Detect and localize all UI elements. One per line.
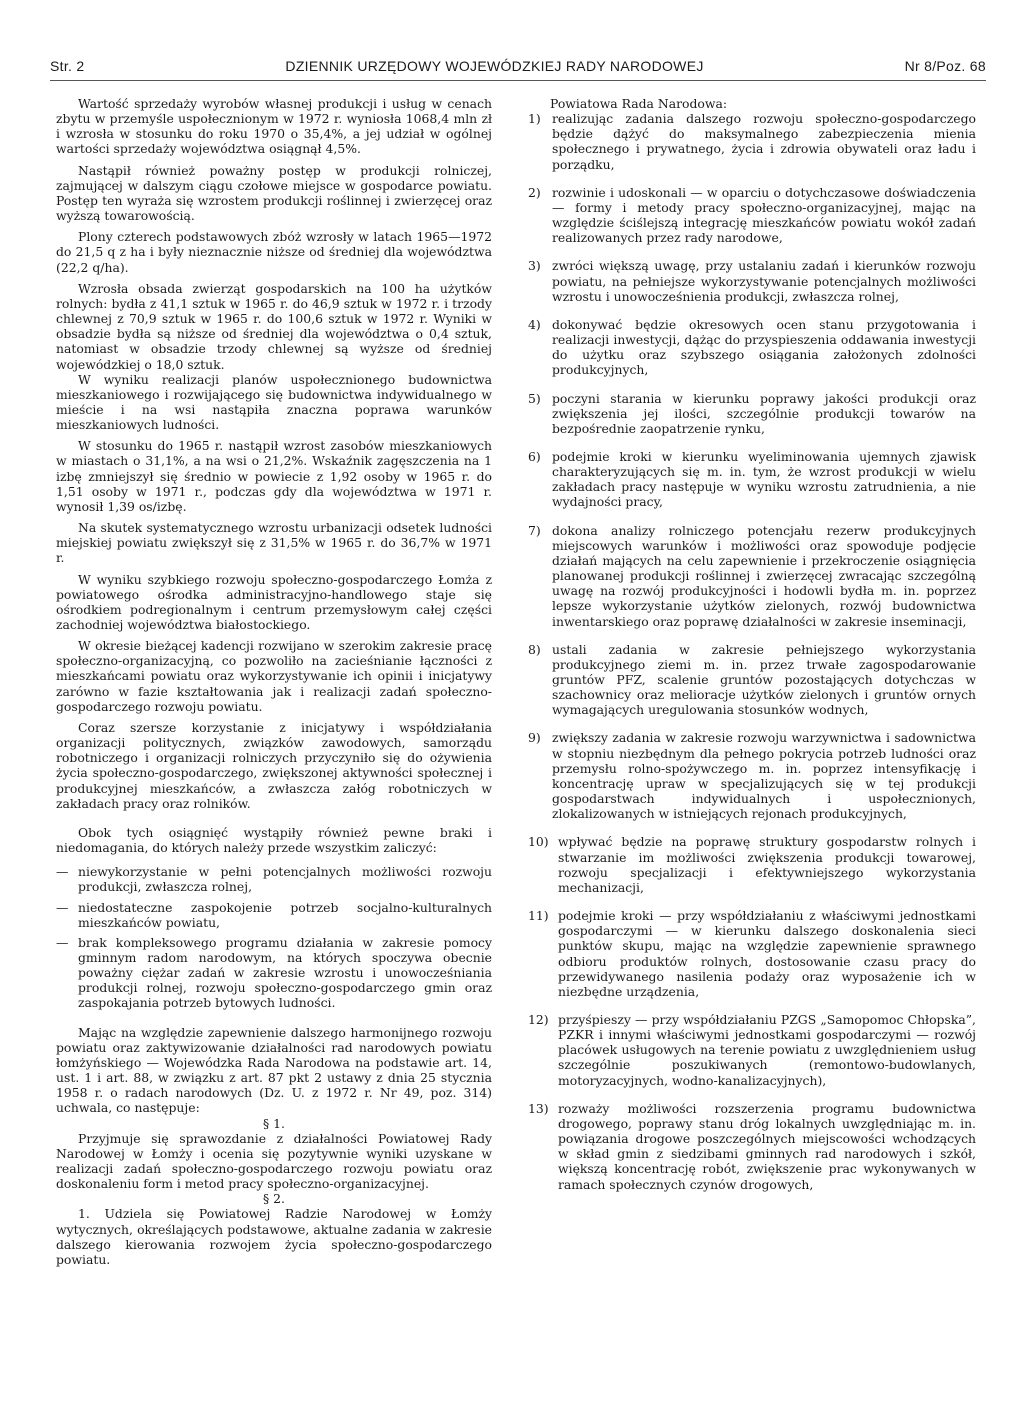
right-column (528, 96, 976, 1205)
paragraph: Wartość sprzedaży wyrobów własnej produkcji i usług w cenach zbytu w przemyśle uspołecznionym w 1972 r. wyniosła 1068,4 mln zł i wzrosła w stosunku do roku 1970 o 35,4%, a jej udział w ogólnej wartości sprzedaży województwa osiągnął 4,5%. (56, 96, 492, 157)
list-item (528, 258, 976, 303)
item-number: 3) (528, 258, 541, 274)
paragraph: W wyniku realizacji planów uspołecznionego budownictwa mieszkaniowego i rozwijającego się budownictwa indywidualnego w mieście i na wsi nastąpiła znaczna poprawa warunków mieszkaniowych ludności. (56, 371, 492, 433)
item-text: podejmie kroki w kierunku wyeliminowania ujemnych zjawisk charakteryzujących się m. in. tym, że wzrost produkcji w wielu zakładach pracy następuje w wyniku wzrostu zatrudnienia, a nie wydajności pracy, (552, 448, 976, 510)
item-text: wpływać będzie na poprawę struktury gospodarstw rolnych i stwarzanie im możliwości zwiększenia produkcji towarowej, rozwoju specjalizacji i efektywniejszego wykorzystania mechanizacji, (558, 834, 976, 895)
item-text: rozwinie i udoskonali — w oparciu o dotychczasowe doświadczenia — formy i metody pracy społeczno-organizacyjnej, mając na względzie ściślejszą integrację mieszkańców powiatu wokół zadań realizowanych przez rady narodowe, (552, 184, 976, 246)
paragraph: 1. Udziela się Powiatowej Radzie Narodowej w Łomży wytycznych, określających podstawowe, aktualne zadania w zakresie dalszego kierowania rozwojem życia społeczno-gospodarczego powiatu. (56, 1206, 492, 1267)
shortcomings-list (56, 864, 492, 1010)
paragraph: Coraz szersze korzystanie z inicjatywy i współdziałania organizacji politycznych, związków zawodowych, samorządu robotniczego i organizacji rolniczych przyczyniło się do ożywienia życia społeczno-gospodarczego, zwiększonej aktywności społecznej i produkcyjnej mieszkańców, a zwłaszcza załóg robotniczych w zakładach pracy oraz rolników. (56, 719, 492, 811)
paragraph: W stosunku do 1965 r. nastąpił wzrost zasobów mieszkaniowych w miastach o 31,1%, a na wsi o 21,2%. Wskaźnik zagęszczenia na 1 izbę zmniejszył się średnio w powiecie z 1,92 osoby w 1965 r. do 1,51 osoby w 1971 r., podczas gdy dla województwa w 1971 r. wynosił 1,39 os/izbę. (56, 438, 492, 514)
issue-number: Nr 8/Poz. 68 (904, 58, 986, 74)
item-text: dokona analizy rolniczego potencjału rezerw produkcyjnych miejscowych warunków i możliwości oraz spowoduje podjęcie działań mających na celu zapewnienie i przekroczenie osiągnięcia planowanej produkcji roślinnej i zwierzęcej zwracając szczególną uwagę na rozwój produkcyjności i hodowli bydła m. in. poprzez lepsze wykorzystanie użytków zielonych, rozwój budownictwa inwentarskiego oraz poprawę działalności w zakresie inseminacji, (552, 522, 976, 629)
header-rule (50, 80, 986, 81)
left-column (56, 96, 492, 1267)
paragraph: Na skutek systematycznego wzrostu urbanizacji odsetek ludności miejskiej powiatu zwiększył się z 31,5% w 1965 r. do 36,7% w 1971 r. (56, 520, 492, 566)
list-item (528, 111, 976, 172)
list-item (528, 834, 976, 895)
list-item (528, 1101, 976, 1192)
paragraph: W wyniku szybkiego rozwoju społeczno-gospodarczego Łomża z powiatowego ośrodka administracyjno-handlowego staje się ośrodkiem podregionalnym i centrum przemysłowym całej części zachodniej województwa białostockiego. (56, 571, 492, 632)
item-number: 13) (528, 1100, 549, 1116)
list-item (528, 1012, 976, 1088)
paragraph: Nastąpił również poważny postęp w produkcji rolniczej, zajmującej w dalszym ciągu czołowe miejsce w gospodarce powiatu. Postęp ten wyraża się wzrostem produkcji roślinnej i zwierzęcej oraz wyższą towarowością. (56, 162, 492, 224)
item-text: rozważy możliwości rozszerzenia programu budownictwa drogowego, poprawy stanu dróg lokalnych uwzględniając m. in. powiązania drogowe poszczególnych miejscowości wchodzących w skład gmin z siedzibami gminnych rad narodowych i szkół, większą koncentrację robót, zwiększenie prac wykonywanych w ramach społecznych czynów drogowych, (558, 1100, 976, 1192)
item-number: 4) (528, 316, 541, 332)
item-number: 1) (528, 111, 541, 127)
list-item (528, 642, 976, 718)
item-text: realizując zadania dalszego rozwoju społeczno-gospodarczego będzie dążyć do maksymalnego zabezpieczenia mienia społecznego i prywatnego, życia i zdrowia obywateli oraz ładu i porządku, (552, 111, 976, 172)
item-number: 10) (528, 834, 549, 850)
item-number: 6) (528, 448, 541, 464)
item-text: podejmie kroki — przy współdziałaniu z właściwymi jednostkami gospodarczymi — w kierunku dalszego doskonalenia sieci punktów skupu, mając na względzie zapewnienie sprawnego odbioru produktów rolnych, dostosowanie czasu pracy do przewidywanego nasilenia podaży oraz wyposażenie ich w niezbędne urządzenia, (558, 908, 976, 999)
item-number: 2) (528, 184, 541, 200)
item-number: 12) (528, 1011, 549, 1027)
section-heading: § 2. (263, 1191, 285, 1207)
page-header (50, 58, 986, 74)
journal-title: DZIENNIK URZĘDOWY WOJEWÓDZKIEJ RADY NARODOWEJ (285, 58, 704, 74)
list-item: — niewykorzystanie w pełni potencjalnych możliwości rozwoju produkcji, zwłaszcza rolnej, (56, 864, 492, 894)
list-item: — niedostateczne zaspokojenie potrzeb socjalno-kulturalnych mieszkańców powiatu, (56, 900, 492, 930)
list-item (528, 449, 976, 510)
item-text: ustali zadania w zakresie pełniejszego wykorzystania produkcyjnego ziemi m. in. przez trwałe zagospodarowanie gruntów PFZ, scalenie gruntów pozostających dotychczas w szachownicy oraz melioracje użytków zielonych i gruntów ornych wymagających uregulowania stosunków wodnych, (552, 641, 976, 718)
item-number: 11) (528, 908, 549, 924)
list-item (528, 730, 976, 821)
paragraph: Wzrosła obsada zwierząt gospodarskich na 100 ha użytków rolnych: bydła z 41,1 sztuk w 1965 r. do 46,9 sztuk w 1972 r. i trzody chlewnej z 70,9 sztuk w 1965 r. do 100,6 sztuk w 1972 r. Wyniki w obsadzie bydła są niższe od średniej dla województwa o 0,4 sztuk, natomiast w obsadzie trzody chlewnej są wyższe od średniej wojewódzkiej o 18,0 sztuk. (56, 280, 492, 372)
paragraph: Plony czterech podstawowych zbóż wzrosły w latach 1965—1972 do 21,5 q z ha i były nieznacznie niższe od średniej dla województwa (22,2 q/ha). (56, 229, 492, 275)
item-text: poczyni starania w kierunku poprawy jakości produkcji oraz zwiększenia jej ilości, szczególnie produkcji towarów na bezpośrednie zaopatrzenie rynku, (552, 390, 976, 436)
paragraph: Mając na względzie zapewnienie dalszego harmonijnego rozwoju powiatu oraz zaktywizowanie działalności rad narodowych powiatu łomżyńskiego — Wojewódzka Rada Narodowa na podstawie art. 14, ust. 1 i art. 88, w związku z art. 87 pkt 2 ustawy z dnia 25 stycznia 1958 r. o radach narodowych (Dz. U. z 1972 r. Nr 49, poz. 314) uchwala, co następuje: (56, 1024, 492, 1116)
paragraph: Obok tych osiągnięć wystąpiły również pewne braki i niedomagania, do których należy przede wszystkim zaliczyć: (56, 824, 492, 856)
list-item (528, 908, 976, 999)
item-number: 9) (528, 730, 541, 746)
tasks-list (528, 111, 976, 1192)
item-text: przyśpieszy — przy współdziałaniu PZGS „Samopomoc Chłopska”, PZKR i innymi właściwymi jednostkami gospodarczymi — rozwój placówek usługowych na terenie powiatu z uwzględnieniem usług szczególnie poszukiwanych (remontowo-budowlanych, motoryzacyjnych, wodno-kanalizacyjnych), (558, 1011, 976, 1088)
list-item (528, 317, 976, 378)
list-item (528, 391, 976, 436)
list-item (528, 523, 976, 629)
item-text: zwróci większą uwagę, przy ustalaniu zadań i kierunków rozwoju powiatu, na pełniejsze wykorzystywanie potencjalnych możliwości wzrostu i unowocześnienia produkcji, zwłaszcza rolnej, (552, 258, 976, 304)
list-item (528, 185, 976, 246)
item-text: zwiększy zadania w zakresie rozwoju warzywnictwa i sadownictwa w stopniu niezbędnym dla pełnego pokrycia potrzeb ludności oraz przemysłu rolno-spożywczego m. in. poprzez intensyfikację i koncentrację upraw w specjalizujących się w tej produkcji gospodarstwach indywidualnych i uspołecznionych, zlokalizowanych w istniejących rejonach produkcyjnych, (552, 730, 976, 822)
paragraph: Przyjmuje się sprawozdanie z działalności Powiatowej Rady Narodowej w Łomży i ocenia się pozytywnie wyniki uzyskane w realizacji zadań społeczno-gospodarczego rozwoju powiatu oraz doskonaleniu form i metod pracy społeczno-organizacyjnej. (56, 1130, 492, 1192)
item-number: 7) (528, 522, 541, 538)
item-number: 8) (528, 641, 541, 657)
page-number: Str. 2 (50, 58, 85, 74)
paragraph: W okresie bieżącej kadencji rozwijano w szerokim zakresie pracę społeczno-organizacyjną, co pozwoliło na zacieśnianie łączności z mieszkańcami powiatu oraz wykorzystywanie ich opinii i inicjatywy zarówno w fazie kształtowania jak i realizacji zadań społeczno-gospodarczego rozwoju powiatu. (56, 638, 492, 714)
list-item: — brak kompleksowego programu działania w zakresie pomocy gminnym radom narodowym, na których spoczywa obecnie poważny ciężar zadań w zakresie wzrostu i unowocześniania produkcji rolnej, rozwoju społeczno-gospodarczego gmin oraz zaspokajania potrzeb bytowych ludności. (56, 935, 492, 1011)
list-intro: Powiatowa Rada Narodowa: (550, 96, 728, 111)
item-text: dokonywać będzie okresowych ocen stanu przygotowania i realizacji inwestycji, dążąc do przyspieszenia oddawania inwestycji do użytku oraz szybszego osiągania założonych zdolności produkcyjnych, (552, 316, 976, 378)
section-heading: § 1. (263, 1115, 285, 1131)
item-number: 5) (528, 390, 541, 406)
